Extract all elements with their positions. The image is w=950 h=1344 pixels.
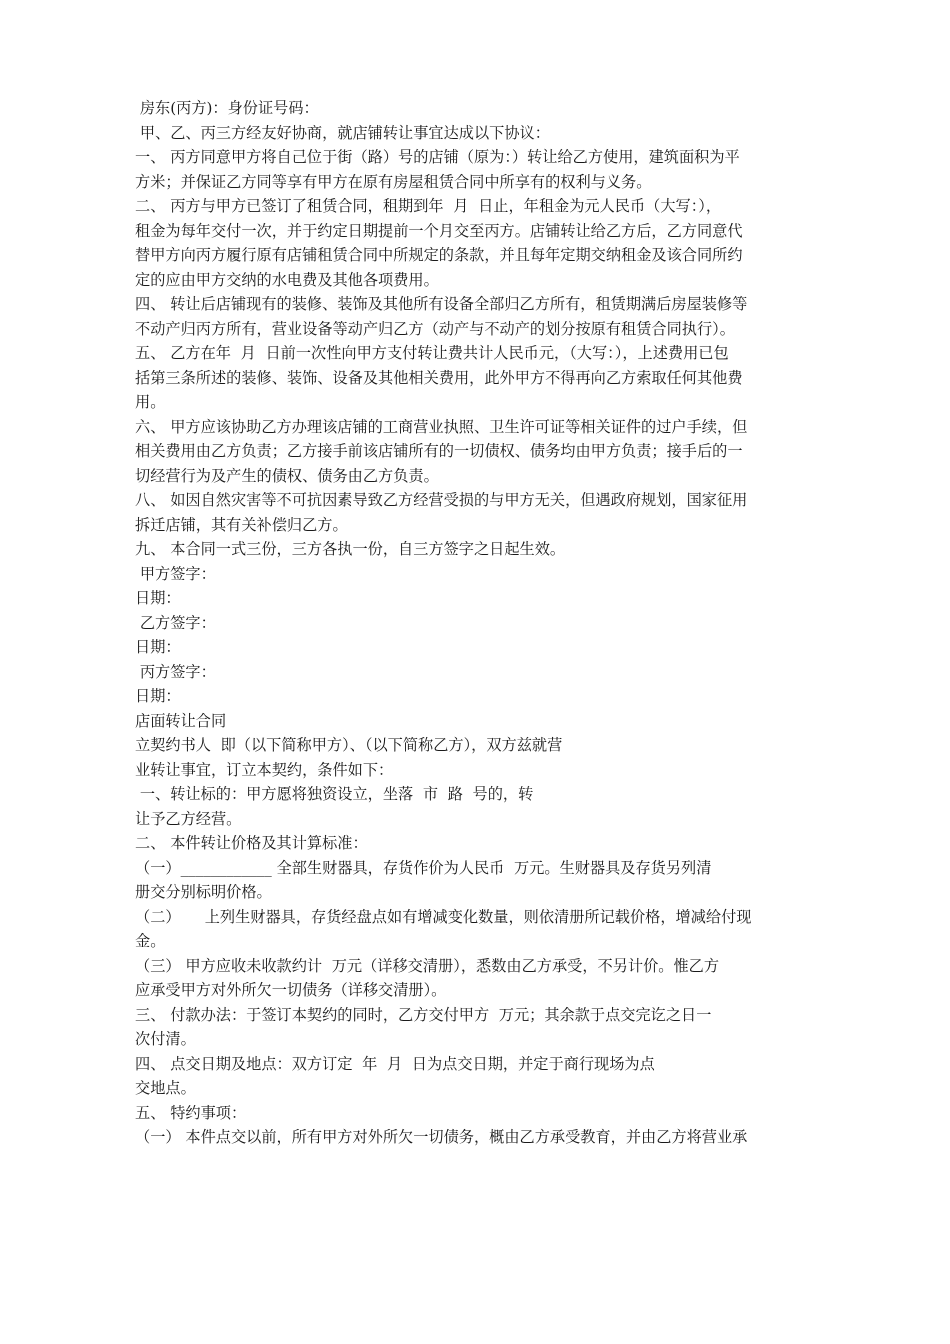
text-line: 五、 特约事项：	[135, 1103, 247, 1122]
text-line: （二） 上列生财器具，存货经盘点如有增减变化数量，则依清册所记载价格，增减给付现	[135, 907, 752, 926]
text-line: 替甲方向丙方履行原有店铺租赁合同中所规定的条款，并且每年定期交纳租金及该合同所约	[135, 246, 743, 264]
text-line: （三） 甲方应收未收款约计 万元（详移交清册），悉数由乙方承受，不另计价。惟乙方	[135, 956, 720, 975]
text-line: 二、 本件转让价格及其计算标准：	[135, 834, 368, 852]
text-line: 日期：	[135, 589, 181, 607]
text-line: 次付清。	[135, 1030, 196, 1048]
text-line: 用。	[135, 393, 166, 411]
text-line: 丙方签字：	[135, 662, 216, 681]
text-line: 四、 转让后店铺现有的装修、装饰及其他所有设备全部归乙方所有，租赁期满后房屋装修等	[135, 295, 748, 313]
text-line: 乙方签字：	[135, 613, 216, 632]
text-line: 方米；并保证乙方同等享有甲方在原有房屋租赁合同中所享有的权利与义务。	[135, 172, 652, 191]
text-line: 金。	[135, 932, 166, 950]
text-line: 切经营行为及产生的债权、债务由乙方负责。	[135, 466, 439, 485]
text-line: 日期：	[135, 638, 181, 656]
text-line: 业转让事宜，订立本契约，条件如下：	[135, 760, 394, 779]
text-line: 交地点。	[135, 1079, 196, 1097]
text-line: 三、 付款办法：于签订本契约的同时，乙方交付甲方 万元；其余款于点交完讫之日一	[135, 1005, 712, 1024]
text-line: （一） 本件点交以前，所有甲方对外所欠一切债务，概由乙方承受教育，并由乙方将营业承	[135, 1128, 748, 1146]
text-line: 日期：	[135, 687, 181, 705]
text-line: 让予乙方经营。	[135, 809, 242, 828]
text-line: 八、 如因自然灾害等不可抗因素导致乙方经营受损的与甲方无关，但遇政府规划，国家征用	[135, 491, 748, 509]
text-line: 九、 本合同一式三份，三方各执一份，自三方签字之日起生效。	[135, 540, 566, 558]
text-line: 定的应由甲方交纳的水电费及其他各项费用。	[135, 270, 439, 289]
text-line: 相关费用由乙方负责；乙方接手前该店铺所有的一切债权、债务均由甲方负责；接手后的一	[135, 442, 743, 460]
text-line: （一）____________ 全部生财器具，存货作价为人民币 万元。生财器具及存货另列清	[135, 858, 712, 877]
text-line: 六、 甲方应该协助乙方办理该店铺的工商营业执照、卫生许可证等相关证件的过户手续，但	[135, 417, 748, 436]
text-line: 一、转让标的：甲方愿将独资设立，坐落 市 路 号的，转	[135, 785, 534, 803]
text-line: 一、 丙方同意甲方将自己位于街（路）号的店铺（原为：）转让给乙方使用，建筑面积为平	[135, 148, 740, 166]
text-line: 立契约书人 即（以下简称甲方）、（以下简称乙方），双方兹就营	[135, 736, 563, 754]
text-line: 甲、乙、丙三方经友好协商，就店铺转让事宜达成以下协议：	[135, 123, 550, 142]
text-line: 应承受甲方对外所欠一切债务（详移交清册）。	[135, 981, 447, 999]
text-line: 拆迁店铺，其有关补偿归乙方。	[135, 515, 348, 534]
text-line: 租金为每年交付一次，并于约定日期提前一个月交至丙方。店铺转让给乙方后，乙方同意代	[135, 221, 743, 240]
text-line: 五、 乙方在年 月 日前一次性向甲方支付转让费共计人民币元，（大写：），上述费用已包	[135, 344, 729, 362]
text-line: 甲方签字：	[135, 564, 216, 583]
text-line: 二、 丙方与甲方已签订了租赁合同，租期到年 月 日止，年租金为元人民币（大写：），	[135, 197, 722, 215]
text-line: 店面转让合同	[135, 711, 227, 730]
text-line: 册交分别标明价格。	[135, 883, 272, 901]
text-line: 不动产归丙方所有，营业设备等动产归乙方（动产与不动产的划分按原有租赁合同执行）。	[135, 319, 735, 338]
text-line: 括第三条所述的装修、装饰、设备及其他相关费用，此外甲方不得再向乙方索取任何其他费	[135, 368, 743, 387]
text-line: 四、 点交日期及地点：双方订定 年 月 日为点交日期，并定于商行现场为点	[135, 1054, 655, 1073]
document-body	[135, 96, 835, 1150]
text-line: 房东(丙方)：身份证号码：	[135, 99, 319, 117]
